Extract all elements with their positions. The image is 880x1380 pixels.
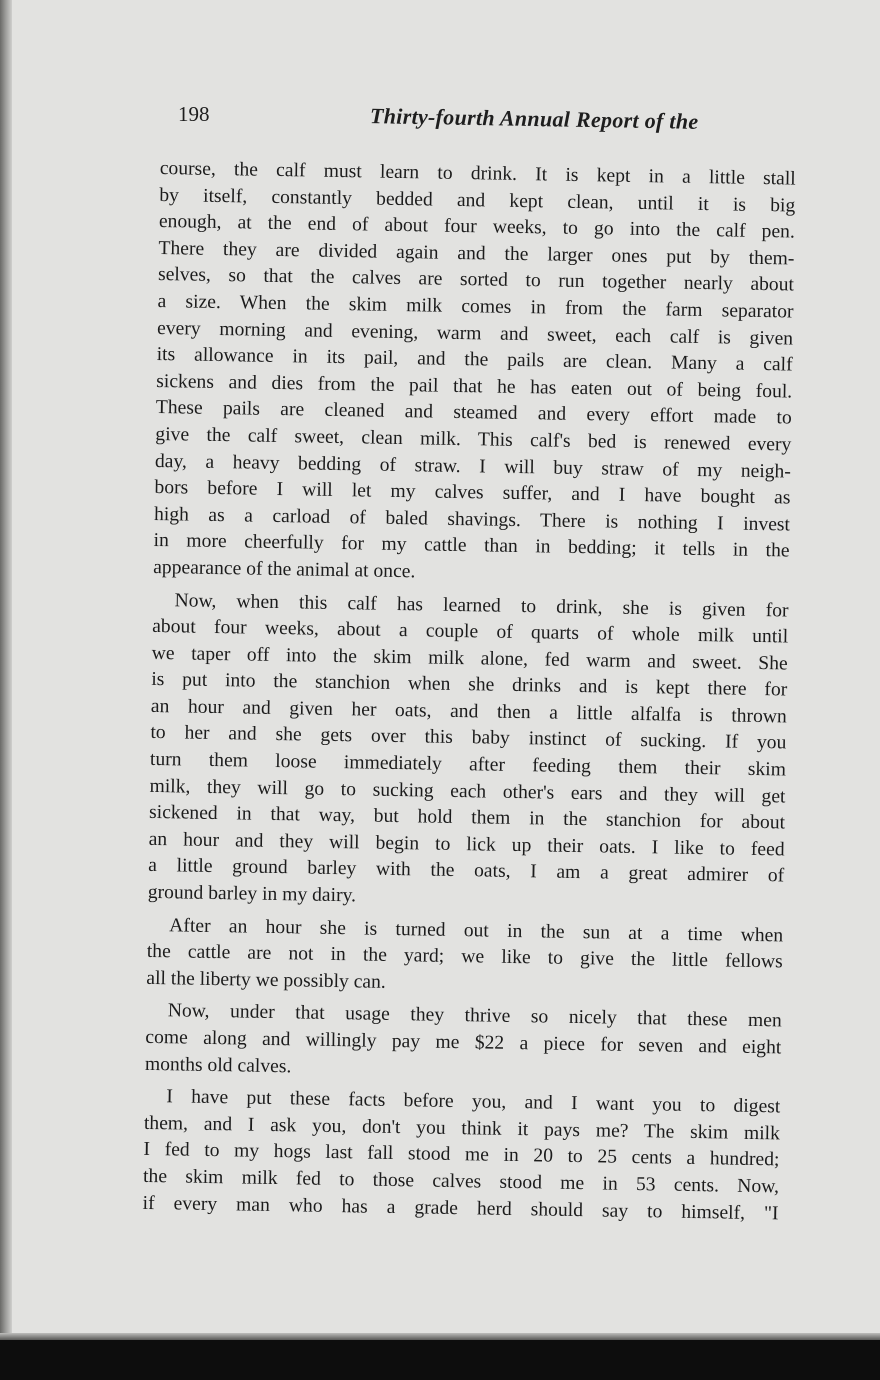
paragraph xyxy=(148,587,789,917)
page-number: 198 xyxy=(178,102,210,126)
text-line: we taper off into the skim milk alone, fed warm and sweet. She xyxy=(151,642,788,675)
text-line: Now, when this calf has learned to drink, she is given for xyxy=(174,589,789,621)
running-head: Thirty-fourth Annual Report of the xyxy=(369,103,699,134)
text-line: about four weeks, about a couple of quarts of whole milk until xyxy=(152,616,789,648)
text-line: Now, under that usage they thrive so nicely that these men xyxy=(167,1000,782,1032)
paragraph xyxy=(153,156,796,592)
text-line: a size. When the skim milk comes in from the farm separator xyxy=(157,290,794,323)
text-line: its allowance in its pail, and the pails are clean. Many a calf xyxy=(156,344,793,376)
text-line: After an hour she is turned out in the sun at a time when xyxy=(169,914,784,947)
text-line: These pails are cleaned and steamed and every effort made to xyxy=(155,397,792,429)
text-line: an hour and they will begin to lick up their oats. I like to feed xyxy=(148,828,785,861)
text-line: by itself, constantly bedded and kept clean, until it is big xyxy=(159,184,796,217)
text-line: high as a carload of baled shavings. There is nothing I invest xyxy=(153,503,791,536)
book-spine-shadow xyxy=(0,0,12,1340)
text-line: if every man who has a grade herd should say to himself, "I xyxy=(142,1192,779,1224)
scan-bottom-border xyxy=(0,1340,880,1380)
text-line: an hour and given her oats, and then a little alfalfa is thrown xyxy=(150,695,787,728)
text-line: I fed to my hogs last fall stood me in 20 to 25 cents a hundred; xyxy=(143,1139,780,1171)
text-line: milk, they will go to sucking each other's ears and they will get xyxy=(149,775,786,808)
text-line: give the calf sweet, clean milk. This calf's bed is renewed every xyxy=(155,423,792,456)
text-line: selves, so that the calves are sorted to run together nearly about xyxy=(157,264,795,296)
paragraph xyxy=(145,998,782,1088)
text-line: a little ground barley with the oats, I am a great admirer of xyxy=(148,855,785,887)
body-text xyxy=(142,156,796,1228)
text-line: day, a heavy bedding of straw. I will buy straw of my neigh- xyxy=(154,450,792,483)
text-line: sickened in that way, but hold them in the stanchion for about xyxy=(148,802,786,834)
text-line: months old calves. xyxy=(144,1053,292,1077)
text-line: them, and I ask you, don't you think it pays me? The skim milk xyxy=(143,1112,781,1145)
text-line: ground barley in my dairy. xyxy=(147,881,357,907)
paragraph xyxy=(146,913,783,1003)
text-line: I have put these facts before you, and I want you to digest xyxy=(166,1086,781,1118)
text-line: the cattle are not in the yard; we like to give the little fellows xyxy=(146,941,783,973)
paragraph xyxy=(142,1084,780,1227)
text-line: enough, at the end of about four weeks, to go into the calf pen. xyxy=(158,211,795,243)
text-line: come along and willingly pay me $22 a piece for seven and eight xyxy=(145,1026,782,1059)
text-line: sickens and dies from the pail that he has eaten out of being foul. xyxy=(156,370,793,403)
text-line: the skim milk fed to those calves stood me in 53 cents. Now, xyxy=(142,1165,780,1198)
text-line: is put into the stanchion when she drinks and is kept there for xyxy=(151,669,788,701)
text-line: course, the calf must learn to drink. It is kept in a little stall xyxy=(159,157,796,190)
page-header xyxy=(178,102,698,142)
text-line: turn them loose immediately after feeding them their skim xyxy=(149,748,787,781)
text-line: all the liberty we possibly can. xyxy=(146,967,386,993)
text-line: There they are divided again and the larger ones put by them- xyxy=(158,237,795,270)
text-line: bors before I will let my calves suffer, and I have bought as xyxy=(154,477,791,509)
text-line: in more cheerfully for my cattle than in bedding; it tells in the xyxy=(153,530,790,562)
text-line: appearance of the animal at once. xyxy=(153,556,416,583)
text-line: to her and she gets over this baby instinct of sucking. If you xyxy=(150,722,787,754)
text-line: every morning and evening, warm and sweet, each calf is given xyxy=(156,317,794,350)
